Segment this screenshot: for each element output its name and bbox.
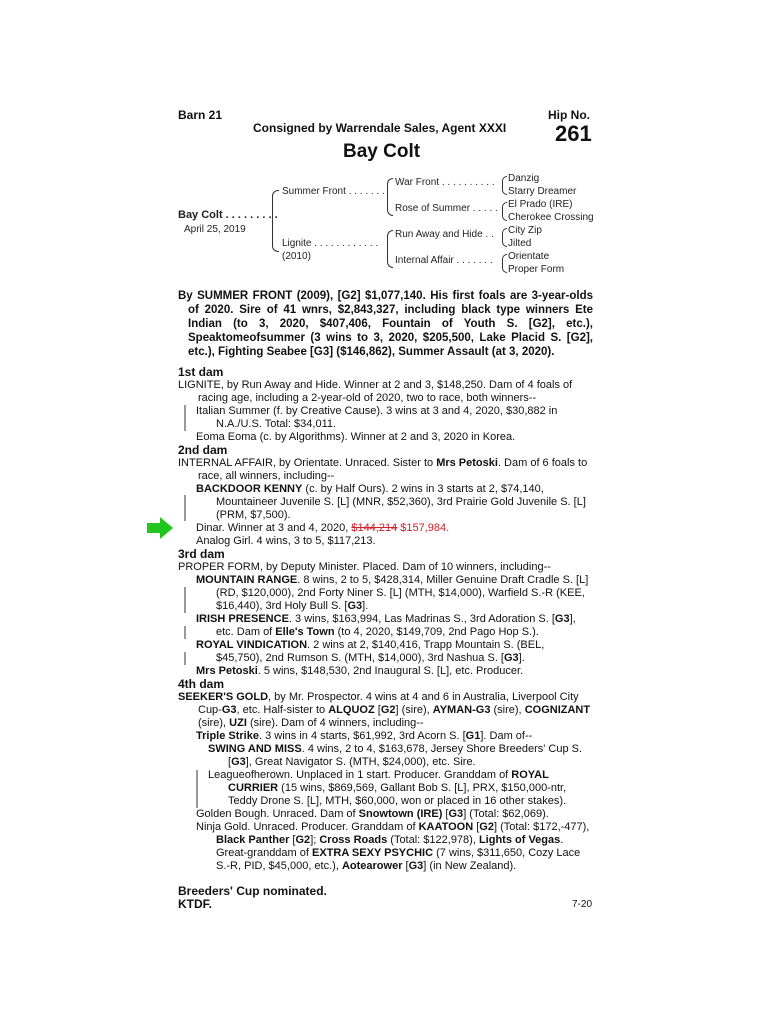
dam4-line bbox=[178, 730, 593, 743]
page-title: Bay Colt bbox=[343, 141, 421, 162]
text: Black Panther bbox=[216, 834, 290, 846]
dam1-line: Italian Summer (f. by Creative Cause). 3 wins at 3 and 4, 2020, $30,882 in N.A./U.S. Total: $34,011. bbox=[196, 405, 558, 430]
text: (7 wins, $311,650, Cozy Lace S.-R, PID, $45,000, etc.), bbox=[216, 847, 581, 872]
text: G1 bbox=[465, 730, 481, 742]
text: (sire), bbox=[198, 717, 230, 729]
text: ] (Total: $172,-477), bbox=[493, 821, 590, 833]
text: SEEKER'S GOLD bbox=[178, 691, 269, 703]
text: (c. by Half Ours). 2 wins in 3 starts at 2, $74,140, Mountaineer Juvenile S. [L] (MNR, $52,360), 3rd Prairie Gold Juvenile S. [L] (PRM, $7,500). bbox=[216, 483, 586, 521]
ktdf-note: KTDF. bbox=[178, 897, 212, 911]
dam1-line: LIGNITE, by Run Away and Hide. Winner at 2 and 3, $148,250. Dam of 4 foals of racing age, including a 2-year-old of 2020, two to race, both winners-- bbox=[178, 379, 573, 404]
pedigree-g8: Proper Form bbox=[508, 264, 565, 275]
text: Triple Strike bbox=[196, 730, 259, 742]
text: (to 4, 2020, $149,709, 2nd Pago Hop S.). bbox=[334, 626, 539, 638]
text: . bbox=[446, 522, 450, 534]
dam1-heading: 1st dam bbox=[178, 365, 224, 379]
text: Lights of Vegas bbox=[478, 834, 561, 846]
text: Snowtown (IRE) bbox=[358, 808, 443, 820]
dam3-line bbox=[178, 574, 593, 613]
brace-g1 bbox=[502, 176, 507, 195]
pedigree-g4: Cherokee Crossing bbox=[508, 212, 594, 223]
sire-summary-text: By SUMMER FRONT (2009), [G2] $1,077,140. His first foals are 3-year-olds of 2020. Sire of 41 wnrs, $2,843,327, including black type winners Ete Indian (to 3, 2020, $407,406, Fountain of Youth S. [G2], etc.), Speaktomeofsummer (3 wins to 3, 2020, $205,500, Lake Placid S. [G2], etc.), Fighting Seabee [G3] ($146,862), Summer Assault (at 3, 2020). bbox=[178, 290, 593, 358]
dam4-line bbox=[178, 743, 593, 769]
text: . 8 wins, 2 to 5, $428,314, Miller Genuine Draft Cradle S. [L] (RD, $120,000), 2nd Forty Niner S. [L] (MTH, $14,000), Warfield S.-R (KEE, $16,440), 3rd Holy Bull S. [ bbox=[216, 574, 589, 612]
dam4-line bbox=[178, 808, 593, 821]
pedigree-sire-dam: Rose of Summer . . . . . bbox=[395, 203, 498, 214]
text: G3 bbox=[408, 860, 424, 872]
text: G2 bbox=[295, 834, 311, 846]
text: UZI bbox=[229, 717, 247, 729]
text: G2 bbox=[479, 821, 494, 833]
text: G3 bbox=[503, 652, 519, 664]
dam4-heading: 4th dam bbox=[178, 677, 225, 691]
dam4-line bbox=[178, 691, 593, 730]
text: Aotearower bbox=[341, 860, 403, 872]
breeders-cup-note: Breeders' Cup nominated. bbox=[178, 884, 327, 898]
text: . Great-granddam of bbox=[216, 834, 564, 859]
text: ] (in New Zealand). bbox=[423, 860, 517, 872]
text: [ bbox=[473, 821, 480, 833]
text: (Total: $122,978), bbox=[387, 834, 479, 846]
text: . 3 wins, $163,994, Las Madrinas S., 3rd Adoration S. [ bbox=[288, 613, 555, 625]
dam3-line bbox=[178, 613, 593, 639]
text: . 2 wins at 2, $140,416, Trapp Mountain S. (BEL, $45,750), 2nd Rumson S. (MTH, $14,000), 3rd Nashua S. [ bbox=[216, 639, 545, 664]
text: (15 wins, $869,569, Gallant Bob S. [L], PRX, $150,000-ntr, Teddy Drone S. [L], MTH, $60,000, won or placed in 16 other stakes). bbox=[228, 782, 567, 807]
page-code: 7-20 bbox=[572, 899, 593, 910]
dam3-line bbox=[178, 665, 593, 678]
text: G3 bbox=[231, 756, 246, 768]
old-earnings: $144,214 bbox=[351, 522, 398, 534]
dam2-line bbox=[178, 483, 593, 522]
hip-label: Hip No. bbox=[548, 108, 590, 122]
text: AYMAN-G3 bbox=[432, 704, 491, 716]
text: G3 bbox=[554, 613, 570, 625]
hip-number: 261 bbox=[555, 121, 592, 146]
text: SWING AND MISS bbox=[208, 743, 302, 755]
text: G3 bbox=[347, 600, 363, 612]
text: ] (sire), bbox=[395, 704, 433, 716]
text: , etc. Half-sister to bbox=[236, 704, 329, 716]
text: . 3 wins in 4 starts, $61,992, 3rd Acorn S. [ bbox=[258, 730, 466, 742]
pedigree-g2: Starry Dreamer bbox=[508, 186, 577, 197]
text: ROYAL CURRIER bbox=[228, 769, 549, 794]
text: [ bbox=[402, 860, 409, 872]
dam2-line bbox=[178, 457, 593, 483]
dam3-line: PROPER FORM, by Deputy Minister. Placed. Dam of 10 winners, including-- bbox=[178, 561, 551, 573]
text: (sire), bbox=[490, 704, 525, 716]
produce-record bbox=[178, 366, 593, 873]
pedigree-dam-dam: Internal Affair . . . . . . . bbox=[395, 255, 493, 266]
brace-sire-parents bbox=[387, 178, 393, 216]
text: Ninja Gold. Unraced. Producer. Granddam of bbox=[196, 821, 419, 833]
pedigree-g1: Danzig bbox=[508, 173, 540, 184]
text: KAATOON bbox=[418, 821, 474, 833]
text: ], Great Navigator S. (MTH, $24,000), etc. Sire. bbox=[245, 756, 476, 768]
brace-dam-parents bbox=[387, 230, 393, 268]
text: ]. bbox=[518, 652, 525, 664]
text: INTERNAL AFFAIR, by Orientate. Unraced. Sister to bbox=[178, 457, 437, 469]
pedigree-sire-sire: War Front . . . . . . . . . . bbox=[395, 177, 495, 188]
consignor: Consigned by Warrendale Sales, Agent XXXI bbox=[253, 121, 507, 135]
text: [ bbox=[289, 834, 296, 846]
text: EXTRA SEXY PSYCHIC bbox=[312, 847, 434, 859]
text: G3 bbox=[448, 808, 464, 820]
text: Golden Bough. Unraced. Dam of bbox=[196, 808, 359, 820]
text: COGNIZANT bbox=[524, 704, 591, 716]
text: G3 bbox=[221, 704, 237, 716]
right-arrow-icon bbox=[147, 517, 173, 539]
brace-g2 bbox=[502, 202, 507, 221]
text: Dinar. Winner at 3 and 4, 2020, bbox=[196, 522, 352, 534]
text: Cross Roads bbox=[319, 834, 388, 846]
text: Elle's Town bbox=[275, 626, 335, 638]
text: ] (Total: $62,069). bbox=[463, 808, 549, 820]
text: Mrs Petoski bbox=[436, 457, 498, 469]
updated-earnings: $157,984 bbox=[397, 522, 447, 534]
text: . 5 wins, $148,530, 2nd Inaugural S. [L], etc. Producer. bbox=[257, 665, 524, 677]
brace-g4 bbox=[502, 254, 507, 273]
text: BACKDOOR KENNY bbox=[196, 483, 303, 495]
text: . 4 wins, 2 to 4, $163,678, Jersey Shore Breeders' Cup S. [ bbox=[228, 743, 583, 768]
text: G2 bbox=[380, 704, 396, 716]
barn-label: Barn 21 bbox=[178, 108, 223, 122]
dam3-line bbox=[178, 639, 593, 665]
pedigree-dam-year: (2010) bbox=[282, 251, 311, 262]
text: Leagueofherown. Unplaced in 1 start. Producer. Granddam of bbox=[208, 769, 512, 781]
dam4-line bbox=[178, 821, 593, 873]
text: [ bbox=[374, 704, 381, 716]
dam2-line bbox=[178, 522, 593, 535]
dam4-line bbox=[178, 769, 593, 808]
pedigree-g7: Orientate bbox=[508, 251, 550, 262]
dam2-heading: 2nd dam bbox=[178, 443, 228, 457]
text: ], etc. Dam of bbox=[216, 613, 576, 638]
text: IRISH PRESENCE bbox=[196, 613, 289, 625]
pedigree-dam: Lignite . . . . . . . . . . . . bbox=[282, 238, 379, 249]
text: . Dam of 6 foals to race, all winners, including-- bbox=[198, 457, 588, 482]
dam1-line: Eoma Eoma (c. by Algorithms). Winner at 2 and 3, 2020 in Korea. bbox=[196, 431, 516, 443]
dam2-line: Analog Girl. 4 wins, 3 to 5, $117,213. bbox=[196, 535, 376, 547]
pedigree-g3: El Prado (IRE) bbox=[508, 199, 573, 210]
sire-summary bbox=[178, 289, 593, 359]
text: ]. bbox=[362, 600, 369, 612]
brace-sire-dam bbox=[272, 190, 279, 252]
pedigree-foaled: April 25, 2019 bbox=[184, 224, 246, 235]
pedigree-dam-sire: Run Away and Hide . . bbox=[395, 229, 494, 240]
dam3-heading: 3rd dam bbox=[178, 547, 225, 561]
pedigree-subject: Bay Colt . . . . . . . . . bbox=[178, 209, 278, 221]
text: , by Mr. Prospector. 4 wins at 4 and 6 in Australia, Liverpool City Cup- bbox=[198, 691, 579, 716]
text: ]. Dam of-- bbox=[480, 730, 533, 742]
text: (sire). Dam of 4 winners, including-- bbox=[246, 717, 424, 729]
text: MOUNTAIN RANGE bbox=[196, 574, 298, 586]
text: ]; bbox=[310, 834, 320, 846]
text: ALQUOZ bbox=[328, 704, 375, 716]
text: ROYAL VINDICATION bbox=[196, 639, 308, 651]
pedigree-g6: Jilted bbox=[508, 238, 532, 249]
brace-g3 bbox=[502, 228, 507, 247]
pedigree-sire: Summer Front . . . . . . . bbox=[282, 186, 385, 197]
text: [ bbox=[442, 808, 449, 820]
pedigree-g5: City Zip bbox=[508, 225, 542, 236]
text: Mrs Petoski bbox=[196, 665, 258, 677]
